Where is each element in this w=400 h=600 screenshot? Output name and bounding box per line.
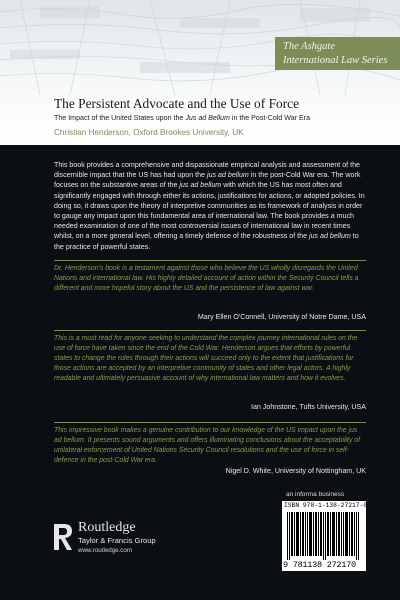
subtitle-italic: Jus ad Bellum [185,114,230,122]
publisher-url: www.routledge.com [78,547,132,554]
desc-italic-2: jus ad bellum [179,181,222,190]
review-quote-2: This is a must read for anyone seeking to understand the complex journey international rules on the use of force have taken since the end of the Cold War. Henderson argues that efforts by powerful states to change the rules through their actions will succeed only to the extent that justifications for those actions are accepted by an interpretive community of states and other legal actors. A highly readable and ultimately persuasive account of why international law matters and how it evolves. [54,335,358,383]
desc-italic-3: jus ad bellum [309,232,351,241]
review-quote-1: Dr. Henderson's book is a testament against those who believe the US wholly disregards the United Nations and international law. His highly detailed account of action within the Security Council tells a different and more hopeful story about the US and the persistence of law against war. [54,265,359,293]
book-description [54,160,366,252]
book-subtitle [54,114,394,122]
isbn-barcode [282,501,366,571]
subtitle-post: in the Post-Cold War Era [229,114,311,122]
review-attribution-1: Mary Ellen O'Connell, University of Notre Dame, USA [197,313,366,321]
subtitle-pre: The Impact of the United States upon the [54,114,186,122]
review-attribution-2: Ian Johnstone, Tufts University, USA [251,403,366,411]
publisher-block [78,520,156,555]
desc-part-1: This book provides a comprehensive and dispassionate empirical analysis and assessment of the discernible impact that the US has had upon the [54,161,360,180]
desc-part-3: with which the US has most often and significantly engaged with through either its actions, justifications for actions, or adopted policies. In doing so, it draws upon the theory of interpretive communities as its framework of analysis in order to gauge any impact upon this fundamental area of international law. The book provides a much needed examination of one of the most controversial issues of international law in recent times whilst, on a more general level, offering a timely defence of the robustness of the [54,181,365,241]
barcode-icon [287,512,361,560]
desc-italic-1: jus ad bellum [207,171,249,180]
review-attribution-3: Nigel D. White, University of Nottingham, UK [225,467,366,475]
book-title: The Persistent Advocate and the Use of Force [54,96,300,111]
informa-tagline: an informa business [286,491,345,498]
isbn-number: 9 781138 272170 [283,560,356,570]
series-line-2: International Law Series [283,55,388,66]
divider-3 [54,422,366,423]
series-banner [275,37,400,70]
desc-part-2: in the post-Cold War era. The work focuses on the substantive areas of the [54,171,361,190]
author-line: Christian Henderson, Oxford Brookes University, UK [54,128,244,137]
desc-part-4: to the practice of powerful states. [54,232,359,251]
publisher-group: Taylor & Francis Group [78,536,156,545]
publisher-name: Routledge [78,520,136,535]
isbn-label: ISBN 978-1-138-27217-0 [284,502,368,509]
divider-1 [54,260,366,261]
review-quote-3: This impressive book makes a genuine contribution to our knowledge of the US impact upon the jus ad bellum. It presents sound arguments and offers illuminating conclusions about the acceptability of unilateral enforcement of United Nations Security Council resolutions and the use of force in self-defence in the post-Cold War era. [54,427,361,465]
header-panel [0,0,400,145]
divider-2 [54,330,366,331]
series-line-1: The Ashgate [283,41,336,52]
routledge-logo-icon [52,522,74,552]
